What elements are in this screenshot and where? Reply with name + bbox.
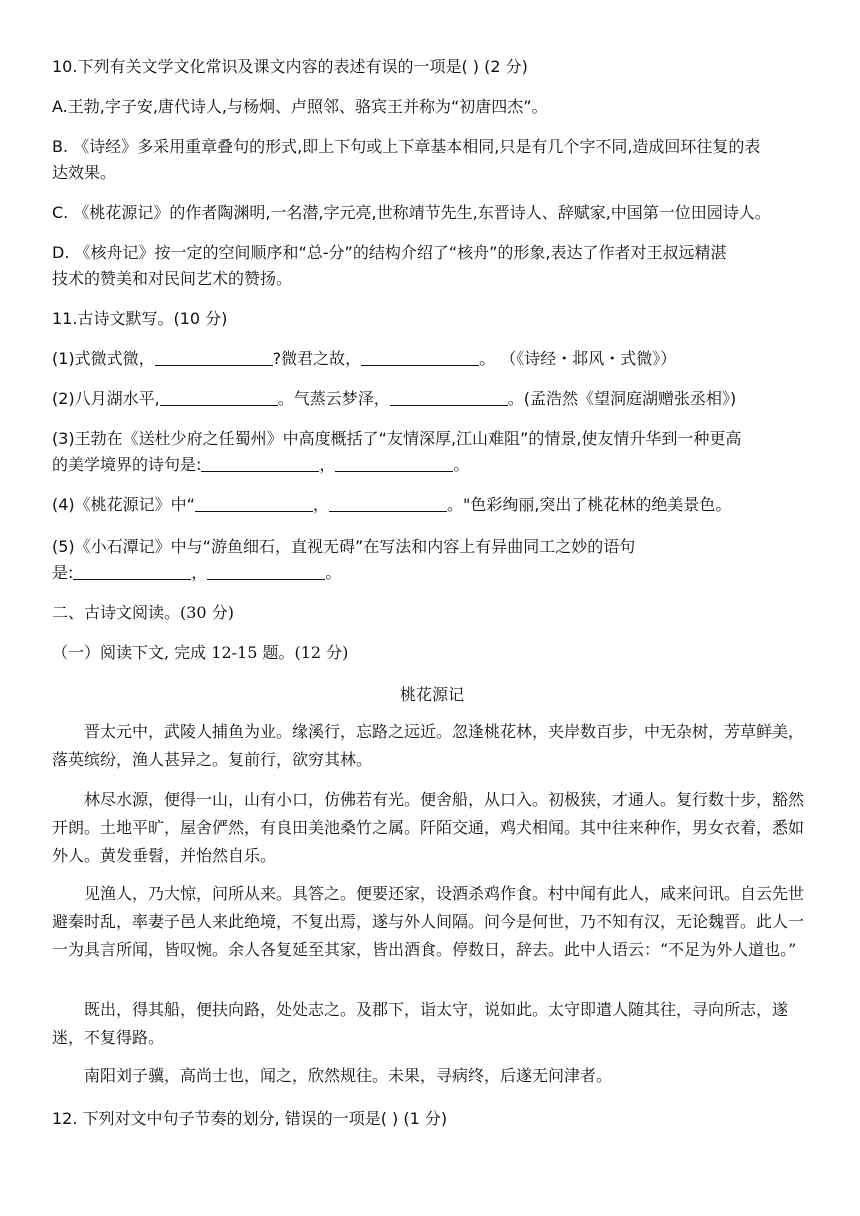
q10-option-d-line1: D. 《核舟记》按一定的空间顺序和“总-分”的结构介绍了“核舟”的形象,表达了作者对王叔远精湛 <box>52 243 727 262</box>
q11-1-text-a: (1)式微式微， <box>52 349 155 368</box>
answer-blank[interactable] <box>361 349 479 366</box>
q11-item-1 <box>52 348 812 370</box>
section-subheading: （一）阅读下文, 完成 12-15 题。(12 分) <box>52 643 349 662</box>
section-heading: 二、古诗文阅读。(30 分) <box>52 603 234 622</box>
answer-blank[interactable] <box>73 563 191 580</box>
q11-3-text-c: 。 <box>453 455 470 474</box>
answer-blank[interactable] <box>335 455 453 472</box>
q10-stem: 10.下列有关文学文化常识及课文内容的表述有误的一项是( ) (2 分) <box>52 57 528 76</box>
q10-option-c: C. 《桃花源记》的作者陶渊明,一名潜,字元亮,世称靖节先生,东晋诗人、辞赋家,中国第一位田园诗人。 <box>52 203 771 222</box>
passage-paragraph-4: 既出，得其船，便扶向路，处处志之。及郡下，诣太守，说如此。太守即遣人随其往，寻向所志，遂迷，不复得路。 <box>52 1000 789 1047</box>
q11-4-text-c: 。"色彩绚丽,突出了桃花林的绝美景色。 <box>446 495 732 514</box>
q11-item-2 <box>52 388 812 410</box>
q11-1-text-c: 。 （《诗经・邶风・式微》） <box>479 349 677 368</box>
q11-2-text-c: 。(孟浩然《望洞庭湖赠张丞相》) <box>507 389 737 408</box>
answer-blank[interactable] <box>390 389 508 406</box>
q11-item-5-line2 <box>52 562 812 584</box>
answer-blank[interactable] <box>207 563 325 580</box>
answer-blank[interactable] <box>195 495 313 512</box>
q11-4-text-a: (4)《桃花源记》中“ <box>52 495 195 514</box>
q10-option-b-line2: 达效果。 <box>52 163 117 182</box>
q12-stem: 12. 下列对文中句子节奏的划分, 错误的一项是( ) (1 分) <box>52 1109 448 1128</box>
q11-3-text-b: ， <box>319 455 336 474</box>
q11-item-3-line2 <box>52 454 812 476</box>
q11-item-5-line1: (5)《小石潭记》中与“游鱼细石，直视无碍”在写法和内容上有异曲同工之妙的语句 <box>52 537 636 556</box>
q10-option-a: A.王勃,字子安,唐代诗人,与杨炯、卢照邻、骆宾王并称为“初唐四杰”。 <box>52 97 548 116</box>
q11-3-text-a: 的美学境界的诗句是: <box>52 455 202 474</box>
answer-blank[interactable] <box>155 349 273 366</box>
answer-blank[interactable] <box>201 455 319 472</box>
q11-1-text-b: ?微君之故， <box>272 349 362 368</box>
q11-5-text-c: 。 <box>325 563 342 582</box>
q10-option-d-line2: 技术的赞美和对民间艺术的赞扬。 <box>52 269 293 288</box>
q11-stem: 11.古诗文默写。(10 分) <box>52 309 228 328</box>
answer-blank[interactable] <box>329 495 447 512</box>
q11-4-text-b: ， <box>312 495 329 514</box>
q11-item-4 <box>52 494 812 516</box>
answer-blank[interactable] <box>160 389 278 406</box>
passage-title: 桃花源记 <box>399 685 464 704</box>
passage-paragraph-3: 见渔人，乃大惊，问所从来。具答之。便要还家，设酒杀鸡作食。村中闻有此人，咸来问讯。自云先世避秦时乱，率妻子邑人来此绝境，不复出焉，遂与外人间隔。问今是何世，乃不知有汉，无论魏晋。此人一一为具言所闻，皆叹惋。余人各复延至其家，皆出酒食。停数日，辞去。此中人语云：“不足为外人道也。” <box>52 884 805 959</box>
q11-5-text-a: 是: <box>52 563 74 582</box>
passage-paragraph-1: 晋太元中，武陵人捕鱼为业。缘溪行，忘路之远近。忽逢桃花林，夹岸数百步，中无杂树，芳草鲜美，落英缤纷，渔人甚异之。复前行，欲穷其林。 <box>52 722 805 769</box>
q11-5-text-b: ， <box>191 563 208 582</box>
passage-paragraph-2: 林尽水源，便得一山，山有小口，仿佛若有光。便舍船，从口入。初极狭，才通人。复行数十步，豁然开朗。土地平旷，屋舍俨然，有良田美池桑竹之属。阡陌交通，鸡犬相闻。其中往来种作，男女衣着，悉如外人。黄发垂髫，并怡然自乐。 <box>52 790 805 865</box>
q10-option-b-line1: B. 《诗经》多采用重章叠句的形式,即上下句或上下章基本相同,只是有几个字不同,造成回环往复的表 <box>52 137 761 156</box>
q11-2-text-b: 。气蒸云梦泽， <box>277 389 390 408</box>
q11-2-text-a: (2)八月湖水平, <box>52 389 160 408</box>
passage-paragraph-5: 南阳刘子骥，高尚士也，闻之，欣然规往。未果，寻病终，后遂无问津者。 <box>84 1066 613 1085</box>
q11-item-3-line1: (3)王勃在《送杜少府之任蜀州》中高度概括了“友情深厚,江山难阻”的情景,使友情升华到一种更高 <box>52 429 742 448</box>
